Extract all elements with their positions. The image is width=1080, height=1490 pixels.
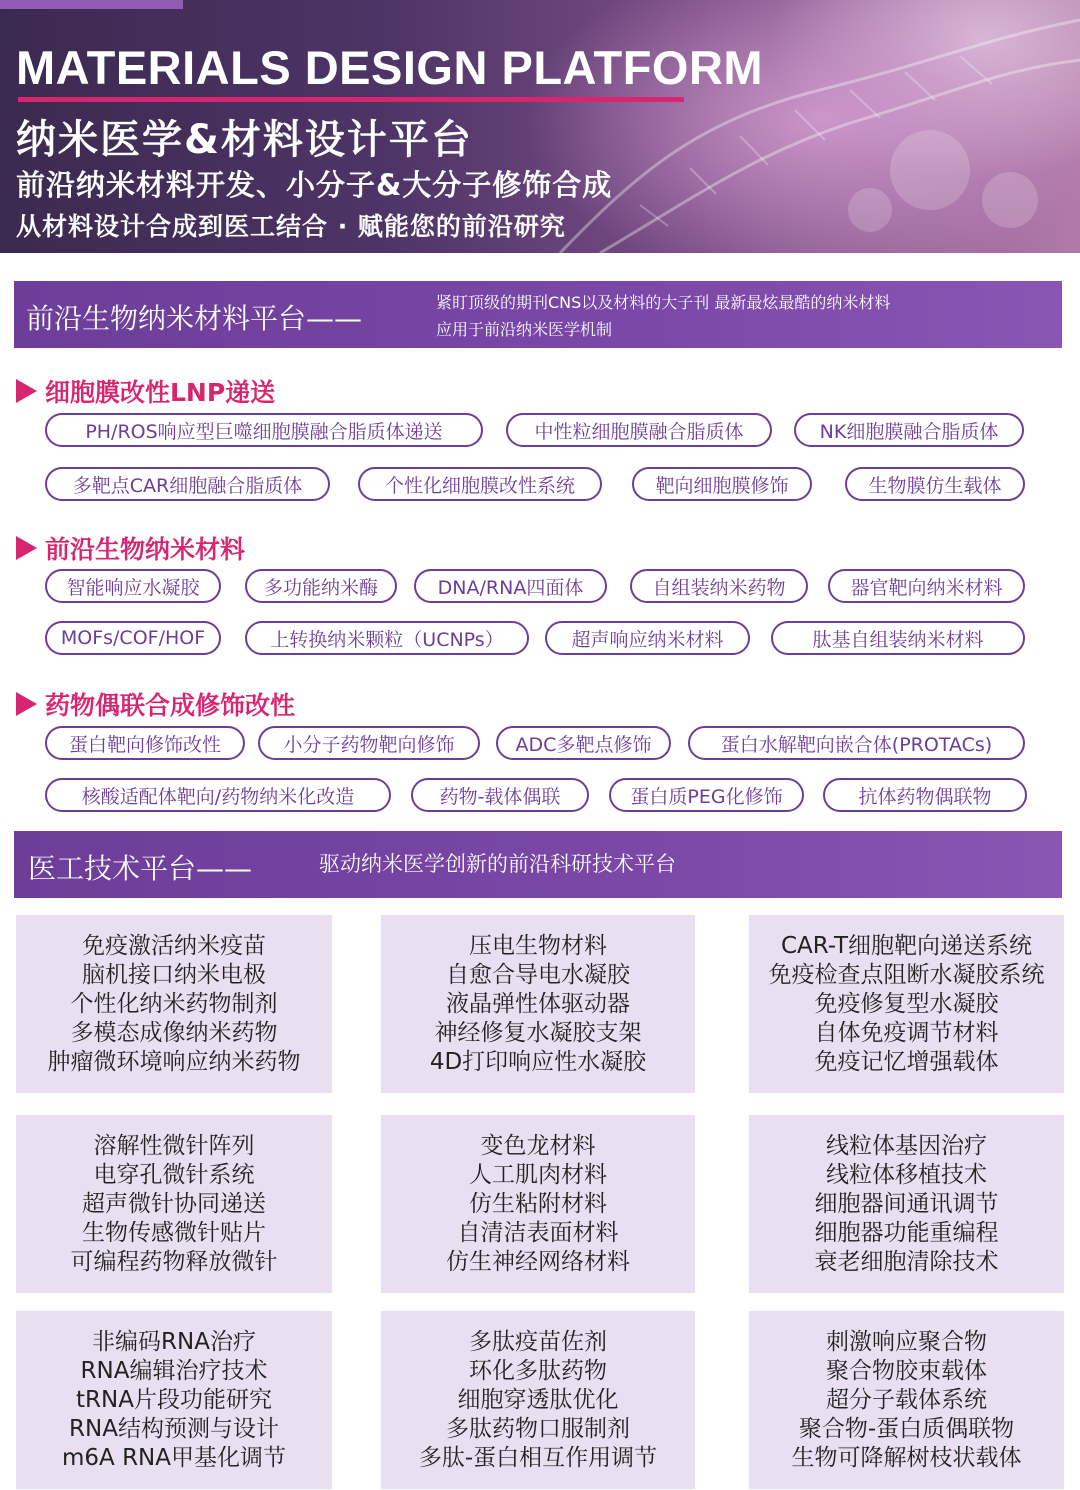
banner-description: 驱动纳米医学创新的前沿科研技术平台 (319, 852, 676, 876)
tag-pill[interactable]: 器官靶向纳米材料 (828, 569, 1025, 603)
section-heading-lnp (16, 373, 275, 409)
tag-pill[interactable]: 靶向细胞膜修饰 (632, 467, 812, 501)
tech-item: 细胞器功能重编程 (814, 1219, 999, 1246)
tech-item: 环化多肽药物 (469, 1357, 607, 1384)
section-title: 前沿生物纳米材料 (45, 535, 246, 564)
tech-item: 液晶弹性体驱动器 (446, 990, 630, 1017)
tech-item: 多肽-蛋白相互作用调节 (418, 1444, 658, 1471)
tag-pill[interactable]: 上转换纳米颗粒（UCNPs） (245, 621, 529, 655)
tag-pill[interactable]: 核酸适配体靶向/药物纳米化改造 (45, 778, 391, 812)
tech-card (16, 915, 332, 1093)
tech-card-list (446, 1132, 630, 1277)
tag-pill[interactable]: DNA/RNA四面体 (414, 569, 607, 603)
tech-item: 生物可降解树枝状载体 (791, 1444, 1022, 1471)
tech-item: 神经修复水凝胶支架 (434, 1019, 642, 1046)
triangle-bullet-icon (16, 379, 37, 403)
tech-item: 非编码RNA治疗 (92, 1328, 256, 1355)
platform-banner-nanomaterials (14, 281, 1062, 348)
tag-pill[interactable]: 自组装纳米药物 (630, 569, 808, 603)
tag-pill[interactable]: 多功能纳米酶 (245, 569, 397, 603)
tech-card-list (430, 932, 646, 1077)
banner-title: 前沿生物纳米材料平台—— (26, 302, 363, 335)
tech-item: 免疫检查点阻断水凝胶系统 (768, 961, 1045, 988)
tech-card (749, 1311, 1064, 1489)
tech-card-list (792, 1328, 1022, 1473)
tech-item: 线粒体移植技术 (826, 1161, 987, 1188)
banner-title: 医工技术平台—— (28, 852, 253, 885)
tag-pill[interactable]: ADC多靶点修饰 (496, 726, 671, 760)
tag-pill[interactable]: 肽基自组装纳米材料 (771, 621, 1025, 655)
tag-pill[interactable]: 中性粒细胞膜融合脂质体 (506, 413, 772, 447)
tag-pill[interactable]: NK细胞膜融合脂质体 (794, 413, 1024, 447)
tech-card-list (815, 1132, 999, 1277)
tech-item: 刺激响应聚合物 (826, 1328, 987, 1355)
banner-desc-line-2: 应用于前沿纳米医学机制 (436, 320, 613, 339)
tag-pill[interactable]: 生物膜仿生载体 (845, 467, 1025, 501)
tech-item: RNA结构预测与设计 (69, 1415, 279, 1442)
tech-card-list (48, 932, 301, 1077)
section-title: 细胞膜改性LNP递送 (45, 378, 276, 407)
tech-card-list (62, 1328, 286, 1473)
tech-item: 多模态成像纳米药物 (70, 1019, 278, 1046)
tech-item: 免疫记忆增强载体 (814, 1048, 999, 1075)
tech-card-list (419, 1328, 657, 1473)
tech-item: RNA编辑治疗技术 (80, 1357, 268, 1384)
banner-description (436, 289, 890, 343)
tech-item: 电穿孔微针系统 (93, 1161, 255, 1188)
tech-card (381, 915, 695, 1093)
tech-item: 聚合物胶束载体 (826, 1357, 987, 1384)
section-heading-conjugation (16, 686, 295, 722)
tech-item: 溶解性微针阵列 (93, 1132, 255, 1159)
tech-item: 多肽疫苗佐剂 (469, 1328, 607, 1355)
tech-item: 人工肌肉材料 (469, 1161, 607, 1188)
tag-pill[interactable]: 药物-载体偶联 (411, 778, 589, 812)
tag-pill[interactable]: 智能响应水凝胶 (45, 569, 221, 603)
section-heading-nanomaterials (16, 530, 245, 566)
tech-item: 生物传感微针贴片 (82, 1219, 266, 1246)
tech-item: 自愈合导电水凝胶 (446, 961, 630, 988)
tech-item: 肿瘤微环境响应纳米药物 (47, 1048, 301, 1075)
tag-pill[interactable]: 个性化细胞膜改性系统 (358, 467, 602, 501)
triangle-bullet-icon (16, 536, 37, 560)
tech-card (381, 1311, 695, 1489)
tech-card-list (71, 1132, 278, 1277)
tag-pill[interactable]: 小分子药物靶向修饰 (258, 726, 480, 760)
tech-item: 脑机接口纳米电极 (82, 961, 266, 988)
hero-title-en: MATERIALS DESIGN PLATFORM (16, 41, 764, 94)
tech-card (381, 1115, 695, 1293)
tech-item: 免疫修复型水凝胶 (814, 990, 999, 1017)
triangle-bullet-icon (16, 692, 37, 716)
tech-item: m6A RNA甲基化调节 (61, 1444, 286, 1471)
tech-item: CAR-T细胞靶向递送系统 (780, 932, 1033, 959)
tech-item: 仿生神经网络材料 (446, 1248, 630, 1275)
tag-pill[interactable]: PH/ROS响应型巨噬细胞膜融合脂质体递送 (45, 413, 483, 447)
tech-item: 4D打印响应性水凝胶 (429, 1048, 647, 1075)
tech-item: 超声微针协同递送 (82, 1190, 266, 1217)
tech-card (749, 915, 1064, 1093)
tag-pill[interactable]: 超声响应纳米材料 (545, 621, 750, 655)
tech-item: 仿生粘附材料 (469, 1190, 607, 1217)
hero-banner (0, 0, 1080, 253)
tech-item: 个性化纳米药物制剂 (70, 990, 278, 1017)
tech-item: 压电生物材料 (469, 932, 607, 959)
tech-item: 细胞穿透肽优化 (457, 1386, 619, 1413)
tech-item: 多肽药物口服制剂 (446, 1415, 630, 1442)
tag-pill[interactable]: 多靶点CAR细胞融合脂质体 (45, 467, 330, 501)
tag-pill[interactable]: 抗体药物偶联物 (823, 778, 1027, 812)
tech-item: 可编程药物释放微针 (70, 1248, 278, 1275)
tech-item: 变色龙材料 (480, 1132, 596, 1159)
tag-pill[interactable]: 蛋白质PEG化修饰 (609, 778, 804, 812)
tech-item: 自体免疫调节材料 (814, 1019, 999, 1046)
platform-banner-engineering (14, 831, 1062, 898)
section-title: 药物偶联合成修饰改性 (45, 691, 296, 720)
hero-underline (18, 97, 684, 102)
tech-item: 聚合物-蛋白质偶联物 (798, 1415, 1015, 1442)
tech-item: 线粒体基因治疗 (826, 1132, 987, 1159)
tech-card (749, 1115, 1064, 1293)
tech-item: 超分子载体系统 (826, 1386, 987, 1413)
tech-item: 免疫激活纳米疫苗 (82, 932, 266, 959)
tag-pill[interactable]: MOFs/COF/HOF (45, 621, 221, 655)
tech-item: 衰老细胞清除技术 (814, 1248, 999, 1275)
tech-item: tRNA片段功能研究 (76, 1386, 272, 1413)
tech-item: 自清洁表面材料 (457, 1219, 619, 1246)
tech-card (16, 1311, 332, 1489)
hero-subtitle-2: 从材料设计合成到医工结合 · 赋能您的前沿研究 (16, 212, 566, 241)
hero-subtitle-1: 前沿纳米材料开发、小分子&大分子修饰合成 (16, 168, 613, 202)
banner-desc-line-1: 紧盯顶级的期刊CNS以及材料的大子刊 最新最炫最酷的纳米材料 (436, 293, 891, 312)
tech-item: 细胞器间通讯调节 (814, 1190, 999, 1217)
tech-card-list (769, 932, 1045, 1077)
hero-title-cn: 纳米医学&材料设计平台 (16, 117, 473, 163)
tech-card (16, 1115, 332, 1293)
tag-pill[interactable]: 蛋白水解靶向嵌合体(PROTACs) (688, 726, 1025, 760)
tag-pill[interactable]: 蛋白靶向修饰改性 (45, 726, 245, 760)
